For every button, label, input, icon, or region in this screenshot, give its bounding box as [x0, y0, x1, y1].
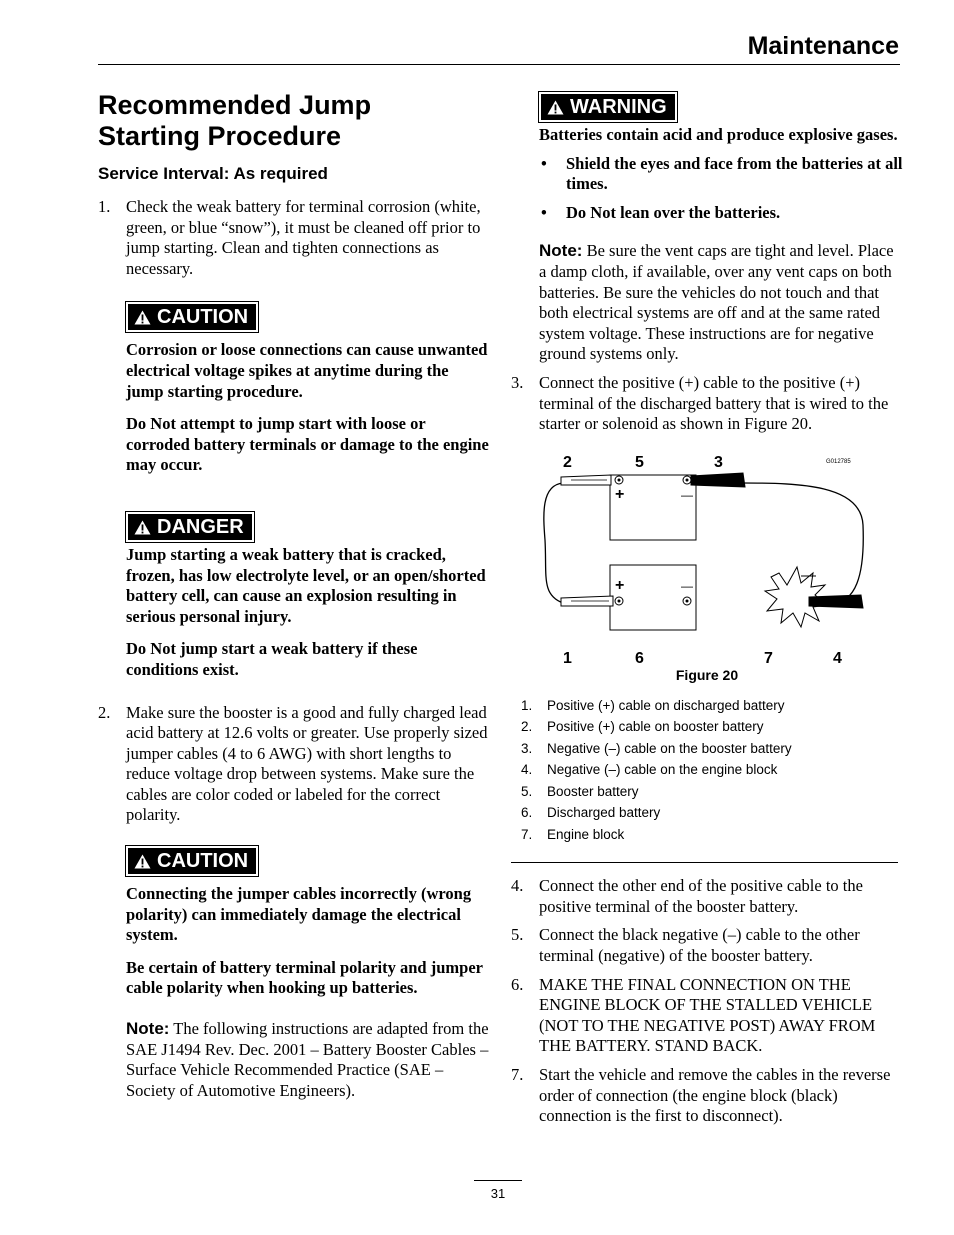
- negative-clamp-engine: [809, 595, 863, 608]
- positive-clamp-discharged: [561, 596, 613, 606]
- warning-triangle-icon: [134, 310, 151, 325]
- warning-block: [511, 94, 903, 365]
- step-number: 1.: [98, 197, 111, 216]
- figure-code: G012785: [826, 458, 851, 465]
- step-6: [511, 975, 903, 1057]
- callout-6: 6: [635, 649, 644, 667]
- right-column: [511, 90, 903, 1127]
- step-number: 2.: [98, 702, 111, 722]
- svg-text:—: —: [681, 578, 693, 593]
- steps-list-part3: [511, 373, 903, 435]
- callout-7: 7: [764, 649, 773, 667]
- note-text: Be sure the vent caps are tight and level. Place a damp cloth, if available, over any vent caps on both batteries. Be sure the vehicles do not touch and that both electrical systems are off and at the same rated system voltage. These instructions are for negative ground systems only.: [539, 241, 894, 364]
- step-number: 3.: [511, 372, 524, 392]
- figure-caption: Figure 20: [675, 666, 739, 683]
- left-column: [98, 90, 490, 1101]
- danger-block: [98, 514, 490, 681]
- figure-bottom-rule: [511, 862, 898, 863]
- step-text: Connect the other end of the positive cable to the positive terminal of the booster battery.: [539, 876, 863, 916]
- step-text: Make sure the booster is a good and fully charged lead acid battery at 12.6 volts or greater. Use properly sized jumper cables (4 to 6 AWG) with short lengths to reduce voltage drop between systems. Make sure the cables are color coded or labeled for the correct polarity.: [126, 702, 488, 825]
- negative-clamp-booster: [691, 473, 745, 487]
- warning-bullet: • Do Not lean over the batteries.: [541, 202, 781, 222]
- legend-item: 7. Engine block: [521, 826, 625, 842]
- steps-list-part1: [98, 197, 490, 279]
- section-title: [98, 90, 490, 152]
- step-5: [511, 925, 903, 966]
- step-number: 7.: [511, 1064, 524, 1084]
- step-text: Connect the positive (+) cable to the positive (+) terminal of the discharged battery that is wired to the starter or solenoid as shown in Figure 20.: [539, 372, 889, 434]
- callout-3: 3: [714, 453, 723, 471]
- legend-item: 2. Positive (+) cable on booster battery: [521, 719, 764, 735]
- caution-label: CAUTION: [128, 848, 256, 874]
- svg-text:+: +: [615, 576, 625, 594]
- note-paragraph: [126, 1019, 490, 1101]
- warning-bullets: [539, 154, 903, 224]
- step-text: Start the vehicle and remove the cables in the reverse order of connection (the engine block (black) connection is the first to disconnect).: [539, 1064, 891, 1126]
- discharged-battery: [610, 565, 696, 630]
- callout-2: 2: [563, 453, 572, 471]
- step-2: [98, 703, 490, 827]
- warning-label: WARNING: [541, 94, 675, 120]
- section-title-line2: Starting Procedure: [98, 121, 342, 151]
- svg-text:—: —: [681, 487, 693, 502]
- section-title-line1: Recommended Jump: [98, 90, 372, 120]
- caution-text: Corrosion or loose connections can cause unwanted electrical voltage spikes at anytime during the jump starting procedure.: [126, 340, 488, 401]
- figure-20: [511, 445, 903, 695]
- legend-item: 5. Booster battery: [521, 783, 639, 799]
- note-text: The following instructions are adapted from the SAE J1494 Rev. Dec. 2001 – Battery Booster Cables – Surface Vehicle Recommended Practice (SAE – Society of Automotive Engineers).: [126, 1019, 489, 1100]
- warning-triangle-icon: [134, 520, 151, 535]
- legend-item: 1. Positive (+) cable on discharged battery: [521, 697, 785, 713]
- step-number: 5.: [511, 925, 524, 945]
- step-3: [511, 373, 903, 435]
- positive-cable: [544, 483, 563, 603]
- legend-item: 6. Discharged battery: [521, 805, 661, 821]
- positive-clamp-booster: [561, 475, 611, 485]
- step-text: Connect the black negative (–) cable to the other terminal (negative) of the booster battery.: [539, 925, 860, 965]
- note-paragraph: [539, 241, 903, 365]
- warning-bullet: • Shield the eyes and face from the batteries at all times.: [541, 153, 903, 194]
- service-interval: Service Interval: As required: [98, 164, 328, 183]
- note-label: Note:: [539, 241, 583, 261]
- danger-text: Do Not jump start a weak battery if these conditions exist.: [126, 639, 418, 679]
- step-7: [511, 1065, 903, 1127]
- callout-5: 5: [635, 453, 644, 471]
- caution-label: CAUTION: [128, 304, 256, 330]
- svg-text:+: +: [615, 485, 625, 503]
- caution-block-1: [98, 304, 490, 476]
- step-text: Check the weak battery for terminal corrosion (white, green, or blue “snow”), it must be cleaned off prior to jump starting. Clean and tighten connections as necessary.: [126, 197, 481, 278]
- page-header-title: Maintenance: [747, 32, 899, 60]
- step-4: [511, 876, 903, 917]
- step-number: 4.: [511, 876, 524, 896]
- danger-label: DANGER: [128, 514, 252, 540]
- caution-text: Do Not attempt to jump start with loose or corroded battery terminals or damage to the engine may occur.: [126, 414, 489, 475]
- callout-4: 4: [833, 649, 842, 667]
- callout-1: 1: [563, 649, 572, 667]
- booster-battery: [610, 475, 696, 540]
- page-number-rule: [474, 1180, 522, 1181]
- warning-text: Batteries contain acid and produce explosive gases.: [539, 125, 898, 144]
- step-1: [98, 197, 490, 279]
- legend-item: 4. Negative (–) cable on the engine block: [521, 762, 778, 778]
- step-text: MAKE THE FINAL CONNECTION ON THE ENGINE BLOCK OF THE STALLED VEHICLE (NOT TO THE NEGATIVE POST) AWAY FROM THE BATTERY. STAND BACK.: [539, 974, 876, 1056]
- legend-item: 3. Negative (–) cable on the booster battery: [521, 740, 792, 756]
- jump-start-diagram: [511, 445, 903, 670]
- caution-block-2: [98, 848, 490, 1101]
- caution-text: Connecting the jumper cables incorrectly (wrong polarity) can immediately damage the electrical system.: [126, 884, 472, 945]
- steps-list-part4: [511, 876, 903, 1127]
- warning-triangle-icon: [547, 100, 564, 115]
- danger-text: Jump starting a weak battery that is cracked, frozen, has low electrolyte level, or an open/shorted battery cell, can cause an explosion resulting in serious personal injury.: [126, 544, 486, 626]
- page-number: 31: [490, 1186, 506, 1201]
- steps-list-part2: [98, 703, 490, 827]
- note-label: Note:: [126, 1019, 170, 1039]
- warning-triangle-icon: [134, 854, 151, 869]
- step-number: 6.: [511, 974, 524, 994]
- caution-text: Be certain of battery terminal polarity and jumper cable polarity when hooking up batteries.: [126, 957, 483, 998]
- figure-legend: [511, 695, 903, 846]
- header-rule: [98, 64, 900, 65]
